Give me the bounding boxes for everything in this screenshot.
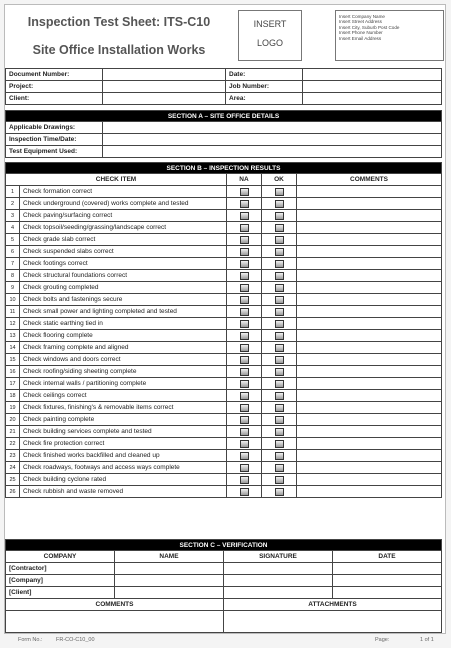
item-number: 13 bbox=[6, 330, 20, 342]
check-row bbox=[6, 306, 442, 318]
ok-checkbox[interactable] bbox=[275, 476, 284, 484]
comments-header: COMMENTS bbox=[297, 174, 442, 186]
contractor-row-label: [Contractor] bbox=[6, 563, 115, 575]
ok-checkbox[interactable] bbox=[275, 464, 284, 472]
check-row bbox=[6, 402, 442, 414]
na-checkbox[interactable] bbox=[240, 344, 249, 352]
check-row bbox=[6, 378, 442, 390]
ok-checkbox[interactable] bbox=[275, 404, 284, 412]
na-checkbox[interactable] bbox=[240, 212, 249, 220]
na-cell bbox=[227, 402, 262, 414]
ok-cell bbox=[262, 378, 297, 390]
check-row bbox=[6, 222, 442, 234]
document-number-field[interactable] bbox=[103, 69, 226, 81]
check-item-text: Check flooring complete bbox=[20, 330, 227, 342]
check-row bbox=[6, 390, 442, 402]
comment-field[interactable] bbox=[297, 462, 442, 474]
ok-cell bbox=[262, 294, 297, 306]
na-cell bbox=[227, 234, 262, 246]
item-number: 18 bbox=[6, 390, 20, 402]
ok-cell bbox=[262, 426, 297, 438]
na-checkbox[interactable] bbox=[240, 404, 249, 412]
na-checkbox[interactable] bbox=[240, 428, 249, 436]
check-item-text: Check paving/surfacing correct bbox=[20, 210, 227, 222]
area-field[interactable] bbox=[303, 93, 442, 105]
equipment-field[interactable] bbox=[103, 146, 442, 158]
client-signature-field[interactable] bbox=[224, 587, 333, 599]
check-item-text: Check underground (covered) works complete and tested bbox=[20, 198, 227, 210]
comment-field[interactable] bbox=[297, 306, 442, 318]
area-label: Area: bbox=[226, 93, 303, 105]
item-number: 17 bbox=[6, 378, 20, 390]
ok-cell bbox=[262, 282, 297, 294]
page-label: Page: bbox=[375, 637, 390, 643]
na-header: NA bbox=[227, 174, 262, 186]
form-no-value: FR-CO-C10_00 bbox=[56, 637, 95, 643]
item-number: 23 bbox=[6, 450, 20, 462]
ok-checkbox[interactable] bbox=[275, 380, 284, 388]
ok-cell bbox=[262, 330, 297, 342]
form-no-label: Form No.: bbox=[18, 637, 43, 643]
comment-field[interactable] bbox=[297, 474, 442, 486]
check-row bbox=[6, 234, 442, 246]
project-label: Project: bbox=[6, 81, 103, 93]
item-number: 26 bbox=[6, 486, 20, 498]
comment-field[interactable] bbox=[297, 246, 442, 258]
company-row-label: [Company] bbox=[6, 575, 115, 587]
na-checkbox[interactable] bbox=[240, 356, 249, 364]
na-cell bbox=[227, 426, 262, 438]
ok-checkbox[interactable] bbox=[275, 236, 284, 244]
na-cell bbox=[227, 366, 262, 378]
check-item-text: Check structural foundations correct bbox=[20, 270, 227, 282]
item-number: 21 bbox=[6, 426, 20, 438]
na-cell bbox=[227, 318, 262, 330]
check-item-text: Check formation correct bbox=[20, 186, 227, 198]
na-cell bbox=[227, 246, 262, 258]
na-cell bbox=[227, 390, 262, 402]
ok-checkbox[interactable] bbox=[275, 188, 284, 196]
company-name: Insert Company Name bbox=[339, 14, 385, 19]
check-item-text: Check building cyclone rated bbox=[20, 474, 227, 486]
ok-checkbox[interactable] bbox=[275, 296, 284, 304]
check-row bbox=[6, 414, 442, 426]
ok-cell bbox=[262, 222, 297, 234]
project-field[interactable] bbox=[103, 81, 226, 93]
check-item-text: Check small power and lighting completed and tested bbox=[20, 306, 227, 318]
na-cell bbox=[227, 414, 262, 426]
ok-checkbox[interactable] bbox=[275, 248, 284, 256]
ok-checkbox[interactable] bbox=[275, 332, 284, 340]
title-block bbox=[8, 9, 230, 65]
check-row bbox=[6, 246, 442, 258]
check-row bbox=[6, 438, 442, 450]
check-row bbox=[6, 450, 442, 462]
ok-cell bbox=[262, 258, 297, 270]
na-cell bbox=[227, 462, 262, 474]
na-cell bbox=[227, 342, 262, 354]
ok-checkbox[interactable] bbox=[275, 308, 284, 316]
ok-checkbox[interactable] bbox=[275, 260, 284, 268]
ok-cell bbox=[262, 342, 297, 354]
logo-placeholder bbox=[238, 10, 302, 61]
na-cell bbox=[227, 330, 262, 342]
check-item-text: Check suspended slabs correct bbox=[20, 246, 227, 258]
check-item-text: Check rubbish and waste removed bbox=[20, 486, 227, 498]
check-item-text: Check building services complete and tested bbox=[20, 426, 227, 438]
comment-field[interactable] bbox=[297, 438, 442, 450]
date-field[interactable] bbox=[303, 69, 442, 81]
na-checkbox[interactable] bbox=[240, 488, 249, 496]
na-checkbox[interactable] bbox=[240, 440, 249, 448]
company-col-header: COMPANY bbox=[6, 551, 115, 563]
comment-field[interactable] bbox=[297, 318, 442, 330]
check-item-text: Check roofing/siding sheeting complete bbox=[20, 366, 227, 378]
verification-table bbox=[5, 539, 442, 633]
na-cell bbox=[227, 270, 262, 282]
ok-cell bbox=[262, 474, 297, 486]
check-row bbox=[6, 486, 442, 498]
equipment-label: Test Equipment Used: bbox=[6, 146, 103, 158]
check-item-text: Check static earthing tied in bbox=[20, 318, 227, 330]
check-item-header: CHECK ITEM bbox=[6, 174, 227, 186]
ok-checkbox[interactable] bbox=[275, 320, 284, 328]
comment-field[interactable] bbox=[297, 366, 442, 378]
check-row bbox=[6, 258, 442, 270]
contractor-signature-field[interactable] bbox=[224, 563, 333, 575]
na-checkbox[interactable] bbox=[240, 284, 249, 292]
check-row bbox=[6, 474, 442, 486]
comment-field[interactable] bbox=[297, 210, 442, 222]
name-col-header: NAME bbox=[115, 551, 224, 563]
contractor-date-field[interactable] bbox=[333, 563, 442, 575]
ok-checkbox[interactable] bbox=[275, 272, 284, 280]
ok-cell bbox=[262, 402, 297, 414]
comment-field[interactable] bbox=[297, 342, 442, 354]
na-checkbox[interactable] bbox=[240, 452, 249, 460]
item-number: 25 bbox=[6, 474, 20, 486]
item-number: 12 bbox=[6, 318, 20, 330]
na-checkbox[interactable] bbox=[240, 272, 249, 280]
company-date-field[interactable] bbox=[333, 575, 442, 587]
page-value: 1 of 1 bbox=[420, 637, 434, 643]
client-field[interactable] bbox=[103, 93, 226, 105]
company-email: Insert Email Address bbox=[339, 35, 382, 41]
na-checkbox[interactable] bbox=[240, 320, 249, 328]
item-number: 24 bbox=[6, 462, 20, 474]
na-checkbox[interactable] bbox=[240, 380, 249, 388]
ok-cell bbox=[262, 486, 297, 498]
na-checkbox[interactable] bbox=[240, 476, 249, 484]
na-cell bbox=[227, 438, 262, 450]
check-item-text: Check footings correct bbox=[20, 258, 227, 270]
na-checkbox[interactable] bbox=[240, 296, 249, 304]
sheet-subtitle: Site Office Installation Works bbox=[32, 43, 206, 57]
check-item-text: Check finished works backfilled and cleaned up bbox=[20, 450, 227, 462]
na-cell bbox=[227, 258, 262, 270]
na-checkbox[interactable] bbox=[240, 464, 249, 472]
ok-cell bbox=[262, 210, 297, 222]
time-date-label: Inspection Time/Date: bbox=[6, 134, 103, 146]
check-item-text: Check fire protection correct bbox=[20, 438, 227, 450]
item-number: 3 bbox=[6, 210, 20, 222]
attachments-label: ATTACHMENTS bbox=[224, 599, 442, 611]
ok-cell bbox=[262, 450, 297, 462]
na-checkbox[interactable] bbox=[240, 248, 249, 256]
comments-field[interactable] bbox=[6, 611, 224, 633]
ok-checkbox[interactable] bbox=[275, 344, 284, 352]
item-number: 2 bbox=[6, 198, 20, 210]
comment-field[interactable] bbox=[297, 486, 442, 498]
ok-cell bbox=[262, 414, 297, 426]
item-number: 8 bbox=[6, 270, 20, 282]
ok-checkbox[interactable] bbox=[275, 416, 284, 424]
na-cell bbox=[227, 222, 262, 234]
na-checkbox[interactable] bbox=[240, 416, 249, 424]
na-checkbox[interactable] bbox=[240, 200, 249, 208]
check-row bbox=[6, 186, 442, 198]
item-number: 15 bbox=[6, 354, 20, 366]
ok-checkbox[interactable] bbox=[275, 356, 284, 364]
na-cell bbox=[227, 306, 262, 318]
ok-cell bbox=[262, 186, 297, 198]
item-number: 20 bbox=[6, 414, 20, 426]
check-item-text: Check bolts and fastenings secure bbox=[20, 294, 227, 306]
check-item-text: Check ceilings correct bbox=[20, 390, 227, 402]
na-cell bbox=[227, 378, 262, 390]
na-cell bbox=[227, 450, 262, 462]
comment-field[interactable] bbox=[297, 354, 442, 366]
item-number: 16 bbox=[6, 366, 20, 378]
na-checkbox[interactable] bbox=[240, 368, 249, 376]
na-cell bbox=[227, 474, 262, 486]
ok-cell bbox=[262, 246, 297, 258]
comment-field[interactable] bbox=[297, 450, 442, 462]
check-row bbox=[6, 210, 442, 222]
na-cell bbox=[227, 294, 262, 306]
check-item-text: Check internal walls / partitioning complete bbox=[20, 378, 227, 390]
ok-cell bbox=[262, 366, 297, 378]
item-number: 5 bbox=[6, 234, 20, 246]
company-phone: Insert Phone Number bbox=[339, 30, 383, 36]
ok-checkbox[interactable] bbox=[275, 284, 284, 292]
na-cell bbox=[227, 198, 262, 210]
job-number-field[interactable] bbox=[303, 81, 442, 93]
date-label: Date: bbox=[226, 69, 303, 81]
na-checkbox[interactable] bbox=[240, 260, 249, 268]
item-number: 9 bbox=[6, 282, 20, 294]
ok-cell bbox=[262, 390, 297, 402]
ok-header: OK bbox=[262, 174, 297, 186]
na-checkbox[interactable] bbox=[240, 188, 249, 196]
comment-field[interactable] bbox=[297, 222, 442, 234]
item-number: 4 bbox=[6, 222, 20, 234]
check-row bbox=[6, 342, 442, 354]
comment-field[interactable] bbox=[297, 414, 442, 426]
sheet-title: Inspection Test Sheet: ITS-C10 bbox=[27, 15, 211, 29]
contractor-name-field[interactable] bbox=[115, 563, 224, 575]
check-row bbox=[6, 282, 442, 294]
comment-field[interactable] bbox=[297, 426, 442, 438]
check-row bbox=[6, 426, 442, 438]
ok-cell bbox=[262, 198, 297, 210]
client-label: Client: bbox=[6, 93, 103, 105]
footer bbox=[4, 636, 446, 646]
client-name-field[interactable] bbox=[115, 587, 224, 599]
na-checkbox[interactable] bbox=[240, 224, 249, 232]
drawings-field[interactable] bbox=[103, 122, 442, 134]
section-b-header: SECTION B – INSPECTION RESULTS bbox=[6, 163, 442, 174]
check-row bbox=[6, 318, 442, 330]
company-details bbox=[335, 10, 444, 61]
check-items bbox=[6, 186, 442, 498]
ok-cell bbox=[262, 318, 297, 330]
comment-field[interactable] bbox=[297, 390, 442, 402]
check-item-text: Check roadways, footways and access ways complete bbox=[20, 462, 227, 474]
ok-cell bbox=[262, 270, 297, 282]
ok-checkbox[interactable] bbox=[275, 200, 284, 208]
comment-field[interactable] bbox=[297, 234, 442, 246]
ok-checkbox[interactable] bbox=[275, 440, 284, 448]
item-number: 1 bbox=[6, 186, 20, 198]
item-number: 14 bbox=[6, 342, 20, 354]
ok-cell bbox=[262, 234, 297, 246]
na-checkbox[interactable] bbox=[240, 392, 249, 400]
logo-text-insert: INSERT bbox=[253, 19, 287, 29]
comments-label: COMMENTS bbox=[6, 599, 224, 611]
section-c-header: SECTION C – VERIFICATION bbox=[6, 540, 442, 551]
ok-checkbox[interactable] bbox=[275, 212, 284, 220]
check-row bbox=[6, 462, 442, 474]
ok-cell bbox=[262, 462, 297, 474]
inspection-results-table bbox=[5, 162, 442, 498]
comment-field[interactable] bbox=[297, 402, 442, 414]
comment-field[interactable] bbox=[297, 258, 442, 270]
check-item-text: Check framing complete and aligned bbox=[20, 342, 227, 354]
company-city: Insert City, Suburb Post Code bbox=[339, 24, 400, 30]
date-col-header: DATE bbox=[333, 551, 442, 563]
item-number: 11 bbox=[6, 306, 20, 318]
ok-checkbox[interactable] bbox=[275, 368, 284, 376]
comment-field[interactable] bbox=[297, 378, 442, 390]
section-a-header: SECTION A – SITE OFFICE DETAILS bbox=[6, 111, 442, 122]
check-row bbox=[6, 294, 442, 306]
check-row bbox=[6, 366, 442, 378]
comment-field[interactable] bbox=[297, 270, 442, 282]
na-cell bbox=[227, 282, 262, 294]
na-checkbox[interactable] bbox=[240, 308, 249, 316]
signature-col-header: SIGNATURE bbox=[224, 551, 333, 563]
ok-checkbox[interactable] bbox=[275, 428, 284, 436]
check-item-text: Check fixtures, finishing's & removable items correct bbox=[20, 402, 227, 414]
logo-text-logo: LOGO bbox=[256, 38, 283, 48]
check-row bbox=[6, 354, 442, 366]
check-row bbox=[6, 270, 442, 282]
na-cell bbox=[227, 186, 262, 198]
na-cell bbox=[227, 210, 262, 222]
drawings-label: Applicable Drawings: bbox=[6, 122, 103, 134]
attachments-field[interactable] bbox=[224, 611, 442, 633]
company-street: Insert Street Address bbox=[339, 19, 382, 25]
na-checkbox[interactable] bbox=[240, 236, 249, 244]
document-number-label: Document Number: bbox=[6, 69, 103, 81]
na-cell bbox=[227, 486, 262, 498]
ok-cell bbox=[262, 438, 297, 450]
ok-checkbox[interactable] bbox=[275, 224, 284, 232]
ok-checkbox[interactable] bbox=[275, 452, 284, 460]
comment-field[interactable] bbox=[297, 282, 442, 294]
ok-cell bbox=[262, 354, 297, 366]
item-number: 22 bbox=[6, 438, 20, 450]
check-item-text: Check topsoil/seeding/grassing/landscape correct bbox=[20, 222, 227, 234]
check-item-text: Check grouting completed bbox=[20, 282, 227, 294]
item-number: 6 bbox=[6, 246, 20, 258]
client-row-label: [Client] bbox=[6, 587, 115, 599]
job-number-label: Job Number: bbox=[226, 81, 303, 93]
job-info-table bbox=[5, 68, 442, 158]
na-checkbox[interactable] bbox=[240, 332, 249, 340]
ok-cell bbox=[262, 306, 297, 318]
ok-checkbox[interactable] bbox=[275, 392, 284, 400]
ok-checkbox[interactable] bbox=[275, 488, 284, 496]
comment-field[interactable] bbox=[297, 330, 442, 342]
na-cell bbox=[227, 354, 262, 366]
item-number: 7 bbox=[6, 258, 20, 270]
check-item-text: Check grade slab correct bbox=[20, 234, 227, 246]
item-number: 19 bbox=[6, 402, 20, 414]
company-signature-field[interactable] bbox=[224, 575, 333, 587]
check-item-text: Check windows and doors correct bbox=[20, 354, 227, 366]
check-row bbox=[6, 198, 442, 210]
comment-field[interactable] bbox=[297, 198, 442, 210]
comment-field[interactable] bbox=[297, 294, 442, 306]
time-date-field[interactable] bbox=[103, 134, 442, 146]
check-item-text: Check painting complete bbox=[20, 414, 227, 426]
comment-field[interactable] bbox=[297, 186, 442, 198]
check-row bbox=[6, 330, 442, 342]
client-date-field[interactable] bbox=[333, 587, 442, 599]
item-number: 10 bbox=[6, 294, 20, 306]
company-name-field[interactable] bbox=[115, 575, 224, 587]
